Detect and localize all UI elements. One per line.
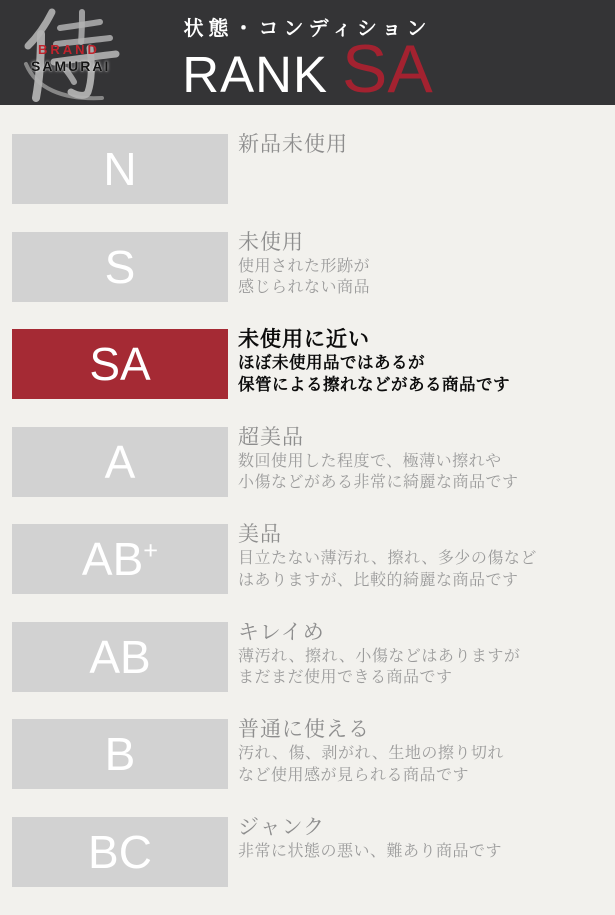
rank-code-plus: +	[143, 536, 159, 565]
rank-badge-a	[12, 427, 228, 497]
rank-info	[228, 329, 510, 396]
rank-info	[228, 817, 502, 863]
rank-info	[228, 719, 504, 786]
rank-badge-ab	[12, 622, 228, 692]
rank-code: B	[104, 728, 136, 780]
rank-desc-line: 保管による擦れなどがある商品です	[238, 375, 510, 394]
rank-title: 超美品	[238, 425, 304, 449]
rank-desc-line: ほぼ未使用品ではあるが	[238, 354, 425, 372]
rank-desc-line: 感じられない商品	[238, 279, 371, 296]
rank-title: 新品未使用	[238, 133, 348, 156]
rank-info	[228, 524, 537, 591]
rank-row-b	[12, 719, 615, 789]
rank-code: A	[104, 435, 136, 488]
rank-code	[81, 533, 159, 585]
rank-desc-line: 目立たない薄汚れ、擦れ、多少の傷など	[238, 550, 537, 567]
rank-desc-line: 非常に状態の悪い、難あり商品です	[238, 842, 503, 860]
rank-desc-line: 汚れ、傷、剥がれ、生地の擦り切れ	[238, 745, 504, 762]
rank-code: SA	[89, 338, 151, 390]
rank-row-n	[12, 134, 615, 204]
rank-title: 未使用	[238, 230, 304, 254]
rank-code: AB	[89, 630, 151, 683]
rank-title: 普通に使える	[238, 718, 370, 741]
rank-code: BC	[88, 825, 152, 878]
rank-row-sa-highlighted	[12, 329, 615, 399]
rank-desc-line: 薄汚れ、擦れ、小傷などはありますが	[238, 647, 521, 665]
rank-code: S	[104, 240, 136, 293]
rank-list	[0, 105, 615, 887]
rank-desc-line: まだまだ使用できる商品です	[238, 669, 453, 686]
rank-info	[228, 427, 519, 494]
rank-badge-b	[12, 719, 228, 789]
rank-row-ab	[12, 622, 615, 692]
rank-desc-line: はありますが、比較的綺麗な商品です	[238, 571, 519, 589]
header-titles	[0, 0, 615, 107]
rank-info	[228, 232, 370, 299]
logo-samurai-text: SAMURAI	[31, 58, 111, 74]
rank-code-text: AB	[81, 533, 144, 585]
rank-title: 美品	[238, 523, 282, 546]
rank-title: キレイめ	[238, 620, 325, 644]
rank-title: 未使用に近い	[238, 328, 370, 351]
rank-desc-line: など使用感が見られる商品です	[238, 766, 470, 784]
rank-title: ジャンク	[238, 815, 326, 839]
rank-desc-line: 使用された形跡が	[238, 257, 371, 275]
rank-desc-line: 小傷などがある非常に綺麗な商品です	[238, 474, 519, 491]
rank-row-a	[12, 427, 615, 497]
rank-badge-sa	[12, 329, 228, 399]
rank-label: RANK	[182, 46, 328, 103]
rank-badge-bc	[12, 817, 228, 887]
rank-badge-ab-plus	[12, 524, 228, 594]
header-subtitle: 状態・コンディション	[183, 18, 432, 40]
rank-line	[0, 31, 615, 107]
rank-badge-s	[12, 232, 228, 302]
rank-info	[228, 134, 348, 158]
rank-info	[228, 622, 520, 689]
rank-row-bc	[12, 817, 615, 887]
rank-value: SA	[341, 31, 433, 107]
rank-code: N	[103, 143, 137, 195]
header	[0, 0, 615, 105]
rank-row-ab-plus	[12, 524, 615, 594]
rank-desc-line: 数回使用した程度で、極薄い擦れや	[238, 452, 502, 470]
rank-badge-n	[12, 134, 228, 204]
rank-row-s	[12, 232, 615, 302]
logo-brand-text: BRAND	[38, 42, 100, 57]
